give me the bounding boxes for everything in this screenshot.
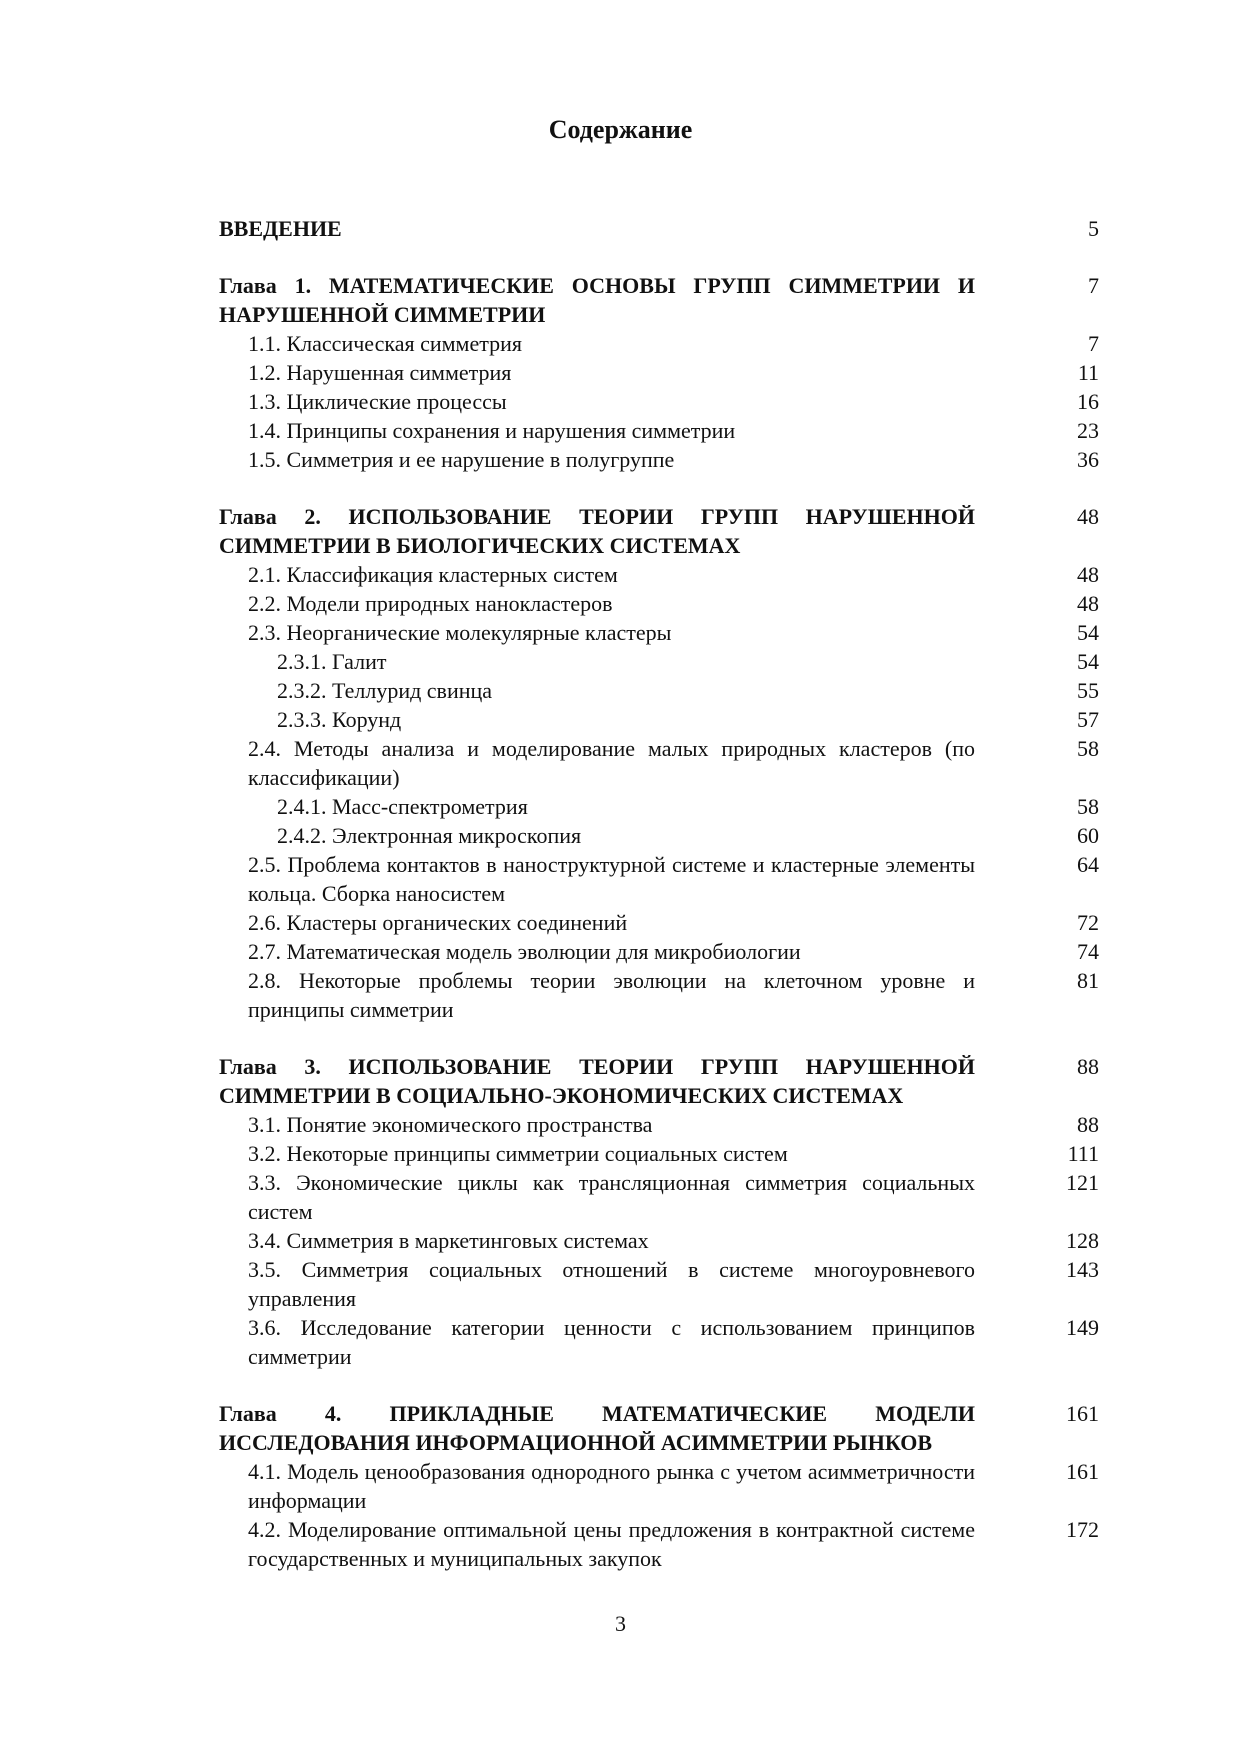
toc-entry-page: 54 [1077,620,1099,645]
toc-entry-title: 3.2. Некоторые принципы симметрии социальных систем [248,1141,788,1166]
toc-entry-title: 3.1. Понятие экономического пространства [248,1112,653,1137]
toc-entry-title: 1.2. Нарушенная симметрия [248,360,512,385]
toc-entry-chapter-4 [219,1399,1099,1457]
toc-entry-2-3-3 [219,705,1099,734]
toc-entry-3-2 [219,1139,1099,1168]
toc-entry-1-4 [219,416,1099,445]
toc-entry-page: 7 [1088,273,1099,298]
toc-entry-2-7 [219,937,1099,966]
toc-entry-title: 3.4. Симметрия в маркетинговых системах [248,1228,649,1253]
toc-entry-title: Глава 2. ИСПОЛЬЗОВАНИЕ ТЕОРИИ ГРУПП НАРУШЕННОЙ СИММЕТРИИ В БИОЛОГИЧЕСКИХ СИСТЕМАХ [219,504,975,558]
toc-entry-page: 161 [1066,1459,1099,1484]
toc-entry-3-1 [219,1110,1099,1139]
toc-entry-title: 1.3. Циклические процессы [248,389,507,414]
toc-entry-2-4-1 [219,792,1099,821]
page-number: 3 [615,1611,626,1636]
toc-entry-title: 3.3. Экономические циклы как трансляционная симметрия социальных систем [248,1170,975,1224]
toc-entry-page: 58 [1077,794,1099,819]
toc-entry-title: 2.4.1. Масс-спектрометрия [277,794,528,819]
toc-entry-1-2 [219,358,1099,387]
toc-entry-title: 2.4. Методы анализа и моделирование малых природных кластеров (по классификации) [248,736,975,790]
toc-entry-title: 3.6. Исследование категории ценности с использованием принципов симметрии [248,1315,975,1369]
toc-entry-3-3 [219,1168,1099,1226]
toc-entry-1-1 [219,329,1099,358]
toc-entry-title: 1.4. Принципы сохранения и нарушения симметрии [248,418,736,443]
toc-entry-chapter-2 [219,502,1099,560]
toc-entry-title: 2.3. Неорганические молекулярные кластеры [248,620,672,645]
toc-entry-title: 1.5. Симметрия и ее нарушение в полугруппе [248,447,675,472]
toc-entry-2-1 [219,560,1099,589]
toc-entry-2-8 [219,966,1099,1024]
toc-entry-page: 16 [1077,389,1099,414]
toc-entry-page: 11 [1077,360,1099,385]
toc-entry-title: 2.1. Классификация кластерных систем [248,562,618,587]
toc-entry-title: Глава 3. ИСПОЛЬЗОВАНИЕ ТЕОРИИ ГРУПП НАРУШЕННОЙ СИММЕТРИИ В СОЦИАЛЬНО-ЭКОНОМИЧЕСКИХ СИСТЕМАХ [219,1054,975,1108]
toc-entry-chapter-1 [219,271,1099,329]
toc-entry-page: 88 [1077,1054,1099,1079]
toc-entry-page: 54 [1077,649,1099,674]
toc-entry-page: 60 [1077,823,1099,848]
toc-entry-page: 172 [1066,1517,1099,1542]
toc-entry-2-3-1 [219,647,1099,676]
toc-entry-2-2 [219,589,1099,618]
toc-entry-title: 2.3.2. Теллурид свинца [277,678,493,703]
toc-entry-2-3-2 [219,676,1099,705]
toc-entry-title: 4.1. Модель ценообразования однородного рынка с учетом асимметричности информации [248,1459,975,1513]
toc-entry-page: 149 [1066,1315,1099,1340]
toc-entry-page: 72 [1077,910,1099,935]
toc-entry-2-4 [219,734,1099,792]
toc-entry-page: 7 [1088,331,1099,356]
toc-entry-title: 2.4.2. Электронная микроскопия [277,823,582,848]
toc-entry-title: 2.5. Проблема контактов в наноструктурной системе и кластерные элементы кольца. Сборка наносистем [248,852,975,906]
toc-entry-introduction [219,214,1099,243]
toc-entry-title: 1.1. Классическая симметрия [248,331,523,356]
toc-entry-page: 64 [1077,852,1099,877]
toc-entry-title: 2.2. Модели природных нанокластеров [248,591,613,616]
toc-entry-3-5 [219,1255,1099,1313]
toc-entry-1-5 [219,445,1099,474]
toc-entry-title: 2.6. Кластеры органических соединений [248,910,628,935]
toc-entry-page: 58 [1077,736,1099,761]
toc-entry-page: 74 [1077,939,1099,964]
toc-entry-3-6 [219,1313,1099,1371]
toc-entry-2-5 [219,850,1099,908]
toc-entry-2-3 [219,618,1099,647]
toc-entry-page: 48 [1077,562,1099,587]
toc-entry-page: 88 [1077,1112,1099,1137]
toc-entry-2-6 [219,908,1099,937]
toc-entry-4-1 [219,1457,1099,1515]
toc-entry-page: 121 [1066,1170,1099,1195]
table-of-contents [219,214,1099,1573]
toc-entry-title: 2.7. Математическая модель эволюции для микробиологии [248,939,801,964]
toc-entry-title: 2.8. Некоторые проблемы теории эволюции на клеточном уровне и принципы симметрии [248,968,975,1022]
toc-entry-page: 81 [1077,968,1099,993]
toc-entry-page: 143 [1066,1257,1099,1282]
page-title: Содержание [548,115,693,144]
toc-entry-3-4 [219,1226,1099,1255]
toc-entry-title: 2.3.3. Корунд [277,707,402,732]
toc-entry-page: 5 [1088,216,1099,241]
toc-entry-4-2 [219,1515,1099,1573]
toc-entry-page: 161 [1066,1401,1099,1426]
toc-entry-page: 48 [1077,504,1099,529]
toc-entry-title: ВВЕДЕНИЕ [219,216,342,241]
toc-entry-1-3 [219,387,1099,416]
toc-entry-title: 4.2. Моделирование оптимальной цены предложения в контрактной системе государственных и муниципальных закупок [248,1517,975,1571]
toc-entry-title: 3.5. Симметрия социальных отношений в системе многоуровневого управления [248,1257,975,1311]
toc-entry-page: 55 [1077,678,1099,703]
toc-entry-page: 57 [1077,707,1099,732]
toc-entry-title: 2.3.1. Галит [277,649,387,674]
toc-entry-2-4-2 [219,821,1099,850]
toc-entry-page: 128 [1066,1228,1099,1253]
toc-entry-page: 111 [1067,1141,1099,1166]
toc-entry-title: Глава 4. ПРИКЛАДНЫЕ МАТЕМАТИЧЕСКИЕ МОДЕЛИ ИССЛЕДОВАНИЯ ИНФОРМАЦИОННОЙ АСИММЕТРИИ РЫНКОВ [219,1401,975,1455]
toc-entry-page: 36 [1077,447,1099,472]
toc-entry-page: 23 [1077,418,1099,443]
toc-entry-page: 48 [1077,591,1099,616]
toc-entry-title: Глава 1. МАТЕМАТИЧЕСКИЕ ОСНОВЫ ГРУПП СИММЕТРИИ И НАРУШЕННОЙ СИММЕТРИИ [219,273,975,327]
toc-entry-chapter-3 [219,1052,1099,1110]
